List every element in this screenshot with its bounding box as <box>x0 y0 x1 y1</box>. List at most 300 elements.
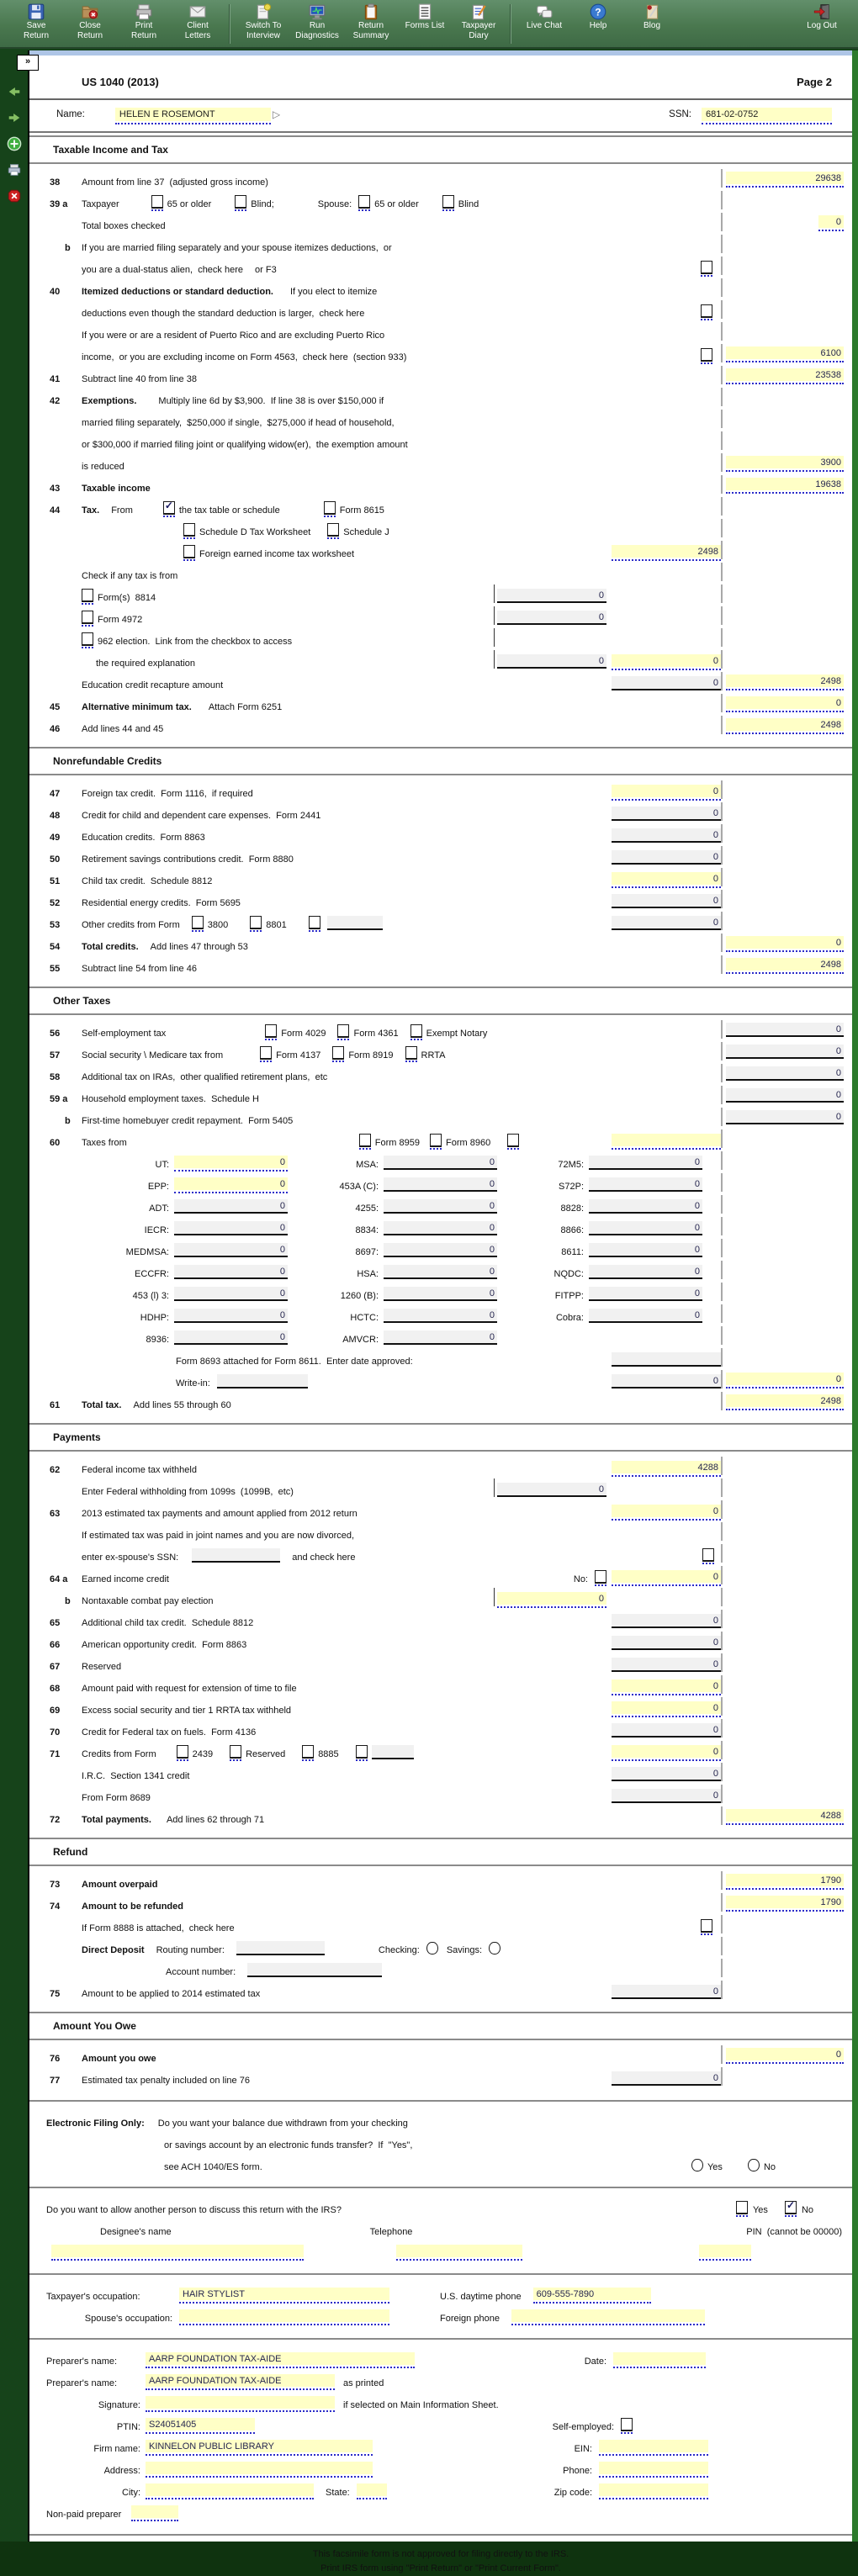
calculated-field[interactable] <box>612 1985 721 1997</box>
checkbox[interactable] <box>621 2418 633 2431</box>
form-row <box>36 1697 847 1719</box>
calculated-field[interactable] <box>726 1066 844 1079</box>
row-description <box>46 2505 847 2520</box>
checkbox[interactable] <box>359 1134 371 1147</box>
input-field[interactable] <box>726 1874 844 1886</box>
label: Non-paid preparer <box>46 2510 122 2520</box>
checkbox-checked[interactable] <box>785 2201 797 2214</box>
form-row <box>36 1719 847 1741</box>
input-field[interactable] <box>51 2245 304 2257</box>
row-description <box>82 1134 606 1148</box>
input-field[interactable] <box>174 1177 288 1190</box>
calculated-field[interactable] <box>612 1767 721 1780</box>
field-value: 0 <box>694 1288 700 1299</box>
input-field[interactable] <box>146 2418 255 2431</box>
input-field[interactable] <box>146 2352 415 2365</box>
input-field[interactable] <box>612 1679 721 1692</box>
line-number: 62 <box>50 1465 61 1475</box>
input-field[interactable] <box>396 2245 522 2257</box>
label: 72M5: <box>558 1160 584 1170</box>
field-value: 0 <box>489 1200 495 1211</box>
calculated-field[interactable] <box>174 1265 288 1277</box>
input-field[interactable] <box>726 1394 844 1407</box>
field-value: 0 <box>279 1309 285 1320</box>
label: ADT: <box>149 1203 169 1214</box>
form-row <box>36 1653 847 1675</box>
form-row <box>36 278 847 300</box>
calculated-field[interactable] <box>372 1745 414 1758</box>
input-field[interactable] <box>612 1570 721 1583</box>
line-number: 47 <box>50 789 61 799</box>
label: 8834: <box>355 1225 379 1235</box>
form-row <box>36 1893 847 1915</box>
input-field[interactable] <box>726 1809 844 1822</box>
checkbox[interactable] <box>410 1024 422 1038</box>
calculated-field[interactable] <box>589 1156 702 1168</box>
field-value: 1790 <box>820 1896 841 1907</box>
input-field[interactable] <box>146 2440 373 2452</box>
input-field[interactable] <box>146 2374 335 2387</box>
input-field[interactable] <box>612 785 721 797</box>
input-field[interactable] <box>146 2462 373 2474</box>
button-label: Save <box>26 21 46 30</box>
forward-arrow-icon[interactable] <box>7 110 22 125</box>
label: If you were or are a resident of Puerto Rico and are excluding Puerto Rico <box>82 331 385 341</box>
section-other-taxes <box>29 986 852 1420</box>
amount-column <box>721 1392 847 1410</box>
input-field[interactable] <box>612 872 721 885</box>
checkbox[interactable] <box>701 261 712 274</box>
amount-column <box>721 1348 847 1367</box>
checkbox[interactable] <box>337 1024 349 1038</box>
label: Self-employment tax <box>82 1029 167 1039</box>
checkbox[interactable] <box>302 1745 314 1759</box>
inner-column-b <box>612 872 721 886</box>
checkbox[interactable] <box>405 1046 417 1060</box>
field-value: 6100 <box>820 347 841 358</box>
input-field[interactable] <box>726 718 844 731</box>
button-label: Client <box>187 21 209 30</box>
checkbox[interactable] <box>430 1134 442 1147</box>
calculated-field[interactable] <box>174 1199 288 1212</box>
line-number: 75 <box>50 1989 61 1999</box>
section-separator <box>29 2338 852 2340</box>
calculated-field[interactable] <box>192 1548 280 1561</box>
field-value: 0 <box>835 1111 841 1122</box>
checkbox[interactable] <box>702 1548 714 1562</box>
label: IECR: <box>144 1225 169 1235</box>
form-row <box>36 431 847 453</box>
checkbox[interactable] <box>701 1919 712 1933</box>
form-row <box>36 1588 847 1610</box>
amount-column <box>721 257 847 275</box>
input-field[interactable] <box>612 1461 721 1473</box>
forms-list-button[interactable] <box>399 3 451 31</box>
field-value: 0 <box>489 1222 495 1233</box>
label: Amount to be refunded <box>82 1902 183 1912</box>
inner-column-b <box>612 828 721 843</box>
calculated-field[interactable] <box>589 1243 702 1256</box>
label: if selected on Main Information Sheet. <box>343 2400 499 2410</box>
input-field[interactable] <box>726 936 844 949</box>
label: Form 4972 <box>98 615 143 625</box>
row-description <box>82 1941 721 1955</box>
taxpayer-diary-button[interactable] <box>453 3 505 40</box>
amount-column <box>721 1588 847 1606</box>
row-description <box>82 1400 721 1410</box>
calculated-field[interactable] <box>174 1287 288 1299</box>
print-return-button[interactable] <box>118 3 170 40</box>
label: Taxpayer <box>82 199 119 209</box>
checkbox[interactable] <box>701 348 712 362</box>
input-field[interactable] <box>726 674 844 687</box>
checkbox[interactable] <box>595 1570 606 1584</box>
field-value: 0 <box>712 2072 718 2083</box>
label: Designee's name <box>100 2227 172 2237</box>
amount-column <box>721 1326 847 1345</box>
calculated-field[interactable] <box>612 1789 721 1801</box>
form-row <box>36 1763 847 1785</box>
blog-button[interactable] <box>626 3 678 31</box>
input-field[interactable] <box>612 1745 721 1758</box>
radio-button[interactable] <box>748 2159 760 2171</box>
input-field[interactable] <box>699 2245 751 2257</box>
calculated-field[interactable] <box>612 850 721 863</box>
calculated-field[interactable] <box>726 1110 844 1123</box>
calculated-field[interactable] <box>612 1658 721 1670</box>
checkbox[interactable] <box>250 916 262 929</box>
calculated-field[interactable] <box>726 1088 844 1101</box>
section-header: Amount You Owe <box>29 2012 852 2040</box>
field-value: 4288 <box>820 1810 841 1821</box>
client-letters-button[interactable] <box>172 3 224 40</box>
radio-button[interactable] <box>426 1942 438 1954</box>
checkbox[interactable] <box>230 1745 241 1759</box>
form-row <box>36 1566 847 1588</box>
label: From Form 8689 <box>82 1793 151 1803</box>
field-value: 0 <box>712 655 718 666</box>
back-arrow-icon[interactable] <box>7 84 22 99</box>
button-label: Print <box>135 21 153 30</box>
amount-column <box>721 1129 847 1148</box>
calculated-field[interactable] <box>589 1287 702 1299</box>
calculated-field[interactable] <box>612 1614 721 1627</box>
amount-column <box>721 431 847 450</box>
calculated-field[interactable] <box>247 1963 382 1976</box>
input-field[interactable] <box>726 456 844 468</box>
link-arrow-icon[interactable]: ▷ <box>272 108 281 120</box>
row-description <box>82 1487 489 1497</box>
input-field[interactable] <box>497 1592 606 1605</box>
checkbox[interactable] <box>151 195 163 209</box>
calculated-field[interactable] <box>327 916 383 928</box>
print-form-icon[interactable] <box>7 162 22 177</box>
calculated-field[interactable] <box>384 1330 497 1343</box>
calculated-field[interactable] <box>612 828 721 841</box>
form-row <box>36 1239 847 1261</box>
row-description <box>82 1243 721 1257</box>
line-number: 50 <box>50 854 61 865</box>
input-field[interactable] <box>131 2505 178 2518</box>
label: Checking: <box>378 1945 420 1955</box>
checkbox[interactable] <box>442 195 454 209</box>
button-label: Switch To <box>245 21 282 30</box>
calculated-field[interactable] <box>612 1723 721 1736</box>
calculated-field[interactable] <box>612 2071 721 2084</box>
calculated-field[interactable] <box>612 1636 721 1648</box>
row-description <box>82 2054 721 2064</box>
calculated-field[interactable] <box>384 1265 497 1277</box>
calculated-field[interactable] <box>497 589 606 601</box>
input-field[interactable] <box>726 2048 844 2060</box>
calculated-field[interactable] <box>236 1941 325 1954</box>
label: Foreign earned income tax worksheet <box>199 549 355 559</box>
input-field[interactable] <box>511 2309 705 2322</box>
field-value: 0 <box>712 1505 718 1516</box>
calculated-field[interactable] <box>612 894 721 907</box>
calculated-field[interactable] <box>497 654 606 667</box>
calculated-field[interactable] <box>726 1045 844 1057</box>
label: U.S. daytime phone <box>440 2292 522 2302</box>
field-value: 0 <box>712 677 718 688</box>
input-field[interactable] <box>179 2309 389 2322</box>
row-description <box>82 659 489 669</box>
amount-column <box>721 1632 847 1650</box>
help-button[interactable] <box>572 3 624 31</box>
section-separator <box>29 2187 852 2188</box>
amount-column <box>721 1064 847 1082</box>
form-row <box>36 344 847 366</box>
input-field[interactable] <box>612 1505 721 1517</box>
input-field[interactable] <box>818 215 844 228</box>
calculated-field[interactable] <box>612 1352 721 1365</box>
field-value: 0 <box>712 1615 718 1626</box>
input-field[interactable] <box>612 1134 721 1146</box>
label: Foreign tax credit. Form 1116, if required <box>82 789 253 799</box>
checkbox[interactable] <box>327 523 339 537</box>
checkbox[interactable] <box>260 1046 272 1060</box>
sidebar-expand-tab[interactable]: » <box>17 55 39 71</box>
input-field[interactable] <box>612 1701 721 1714</box>
calculated-field[interactable] <box>384 1177 497 1190</box>
checkbox[interactable] <box>507 1134 519 1147</box>
input-field[interactable] <box>174 1156 288 1168</box>
amount-column <box>721 322 847 341</box>
calculated-field[interactable] <box>612 1374 721 1387</box>
calculated-field[interactable] <box>589 1265 702 1277</box>
section-electronic-filing-only <box>29 2100 852 2182</box>
label: MEDMSA: <box>125 1247 169 1257</box>
name-field[interactable]: HELEN E ROSEMONT <box>115 108 271 121</box>
row-description <box>82 571 721 581</box>
label: Credit for child and dependent care expenses. Form 2441 <box>82 811 321 821</box>
field-value: 0 <box>835 2049 841 2060</box>
row-description <box>46 2440 847 2454</box>
form-row <box>36 1937 847 1959</box>
calculated-field[interactable] <box>497 1483 606 1495</box>
line-number: 64 a <box>50 1574 68 1584</box>
row-description <box>46 2309 847 2324</box>
calculated-field[interactable] <box>384 1287 497 1299</box>
input-field[interactable] <box>599 2440 708 2452</box>
calculated-field[interactable] <box>589 1221 702 1234</box>
radio-button[interactable] <box>489 1942 500 1954</box>
field-value: 2498 <box>697 546 718 557</box>
line-number: 65 <box>50 1618 61 1628</box>
calculated-field[interactable] <box>174 1221 288 1234</box>
checkbox[interactable] <box>324 501 336 515</box>
amount-column <box>721 628 847 647</box>
checkbox[interactable] <box>177 1745 188 1759</box>
switch-to-interview-button[interactable] <box>237 3 289 40</box>
form-row <box>36 235 847 257</box>
input-field[interactable] <box>612 545 721 558</box>
row-description <box>82 1072 721 1082</box>
field-value: 29638 <box>815 172 841 183</box>
input-field[interactable] <box>179 2288 389 2300</box>
label: Do you want to allow another person to discuss this return with the IRS? <box>46 2205 342 2215</box>
input-field[interactable] <box>726 172 844 184</box>
checkbox[interactable] <box>309 916 320 929</box>
form-row <box>36 716 847 738</box>
calculated-field[interactable] <box>384 1309 497 1321</box>
form-row <box>36 1457 847 1478</box>
switch-interview-icon <box>254 3 273 21</box>
field-value: 0 <box>279 1156 285 1167</box>
input-field[interactable] <box>613 2352 706 2365</box>
close-return-button[interactable] <box>64 3 116 40</box>
calculated-field[interactable] <box>612 676 721 689</box>
form-row <box>36 584 847 606</box>
calculated-field[interactable] <box>589 1199 702 1212</box>
calculated-field[interactable] <box>174 1243 288 1256</box>
checkbox[interactable] <box>183 523 195 537</box>
checkbox[interactable] <box>82 611 93 624</box>
input-field[interactable] <box>726 346 844 359</box>
calculated-field[interactable] <box>384 1199 497 1212</box>
ssn-label: SSN: <box>669 109 691 119</box>
checkbox[interactable] <box>235 195 246 209</box>
field-value: 0 <box>489 1309 495 1320</box>
add-form-icon[interactable] <box>7 136 22 151</box>
checkbox[interactable] <box>332 1046 344 1060</box>
checkbox[interactable] <box>736 2201 748 2214</box>
input-field[interactable] <box>533 2288 651 2300</box>
checkbox-checked[interactable] <box>163 501 175 515</box>
checkbox[interactable] <box>358 195 370 209</box>
line-number: 59 a <box>50 1094 68 1104</box>
checkbox[interactable] <box>192 916 204 929</box>
checkbox[interactable] <box>82 589 93 602</box>
row-description <box>82 304 721 319</box>
radio-button[interactable] <box>691 2159 703 2171</box>
section-separator <box>29 2100 852 2102</box>
section-rows <box>29 2343 852 2530</box>
calculated-field[interactable] <box>174 1330 288 1343</box>
live-chat-button[interactable] <box>518 3 570 31</box>
input-field[interactable] <box>726 478 844 490</box>
checkbox[interactable] <box>82 632 93 646</box>
calculated-field[interactable] <box>384 1243 497 1256</box>
input-field[interactable] <box>726 696 844 709</box>
calculated-field[interactable] <box>612 807 721 819</box>
log-out-button[interactable] <box>796 3 848 31</box>
calculated-field[interactable] <box>612 916 721 928</box>
label: UT: <box>155 1160 169 1170</box>
checkbox[interactable] <box>265 1024 277 1038</box>
field-value: 0 <box>694 1178 700 1189</box>
input-field[interactable] <box>612 654 721 667</box>
label: Date: <box>584 2356 606 2367</box>
amount-column <box>721 1478 847 1497</box>
label: Blind; <box>251 199 274 209</box>
input-field[interactable] <box>146 2483 314 2496</box>
row-description <box>82 1509 606 1519</box>
checkbox[interactable] <box>356 1745 368 1759</box>
calculated-field[interactable] <box>384 1156 497 1168</box>
return-summary-button[interactable] <box>345 3 397 40</box>
amount-column <box>721 1086 847 1104</box>
label: Schedule J <box>343 527 389 537</box>
label: 453 (l) 3: <box>132 1291 169 1301</box>
input-field[interactable] <box>146 2396 335 2409</box>
input-field[interactable] <box>599 2483 708 2496</box>
ssn-field[interactable]: 681-02-0752 <box>702 108 832 121</box>
input-field[interactable] <box>357 2483 387 2496</box>
calculated-field[interactable] <box>726 1023 844 1035</box>
input-field[interactable] <box>726 958 844 971</box>
input-field[interactable] <box>726 368 844 381</box>
amount-column <box>721 1566 847 1584</box>
label: 4255: <box>355 1203 379 1214</box>
run-diagnostics-button[interactable] <box>291 3 343 40</box>
row-description <box>82 501 721 516</box>
label: Credit for Federal tax on fuels. Form 4136 <box>82 1727 257 1738</box>
checkbox[interactable] <box>701 304 712 318</box>
form-row <box>36 1522 847 1544</box>
calculated-field[interactable] <box>497 611 606 623</box>
form-row <box>36 1129 847 1151</box>
label: 8828: <box>560 1203 584 1214</box>
amount-column <box>721 1806 847 1825</box>
calculated-field[interactable] <box>217 1374 308 1387</box>
calculated-field[interactable] <box>589 1177 702 1190</box>
calculated-field[interactable] <box>174 1309 288 1321</box>
checkbox[interactable] <box>183 545 195 558</box>
form-row <box>36 694 847 716</box>
form-row <box>36 541 847 563</box>
form-row <box>36 2132 847 2154</box>
row-description <box>82 1156 721 1170</box>
field-value: 0 <box>712 1375 718 1386</box>
inner-column-b <box>612 894 721 908</box>
section-separator <box>29 2273 852 2275</box>
input-field[interactable] <box>599 2462 708 2474</box>
row-description <box>82 1531 721 1541</box>
input-field[interactable] <box>726 1373 844 1385</box>
calculated-field[interactable] <box>384 1221 497 1234</box>
row-description <box>82 243 721 253</box>
field-value: 0 <box>835 937 841 948</box>
line-number: 42 <box>50 396 61 406</box>
field-value: 0 <box>489 1288 495 1299</box>
input-field[interactable] <box>726 1896 844 1908</box>
save-return-button[interactable] <box>10 3 62 40</box>
section-preparer <box>29 2338 852 2530</box>
row-description <box>82 702 721 712</box>
calculated-field[interactable] <box>589 1309 702 1321</box>
delete-form-icon[interactable] <box>7 188 22 204</box>
